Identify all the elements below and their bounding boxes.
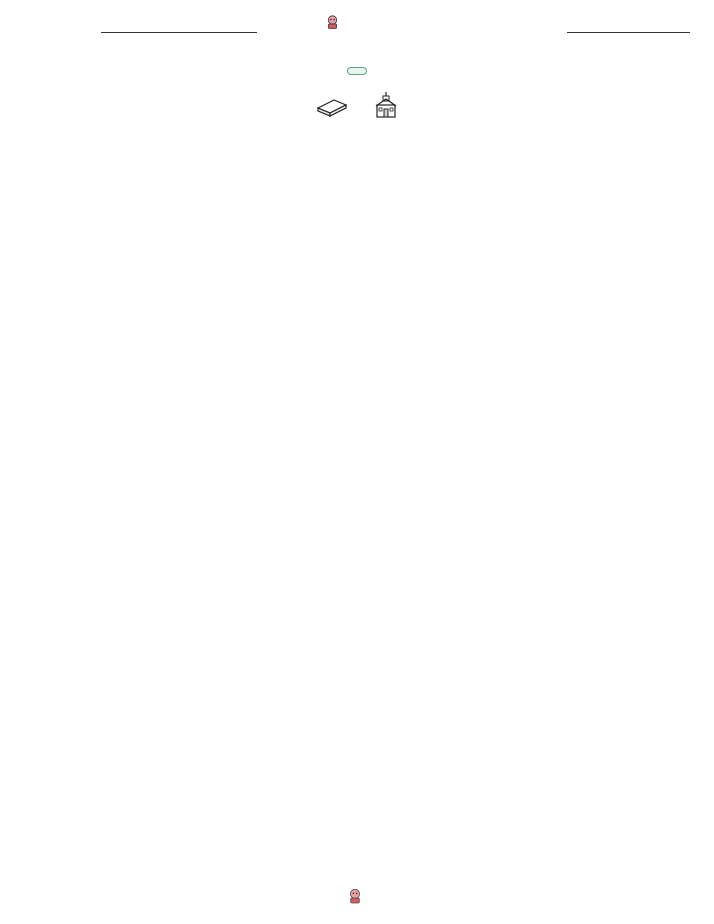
storypie-mascot-icon [348,888,362,904]
storypie-mascot-icon [326,15,339,29]
book-icon [315,91,349,119]
date-line[interactable] [567,32,690,33]
schoolhouse-icon [373,90,399,120]
activity-badge [347,67,367,75]
footer [348,888,367,904]
brand-logo [326,15,343,29]
name-line[interactable] [101,32,257,33]
